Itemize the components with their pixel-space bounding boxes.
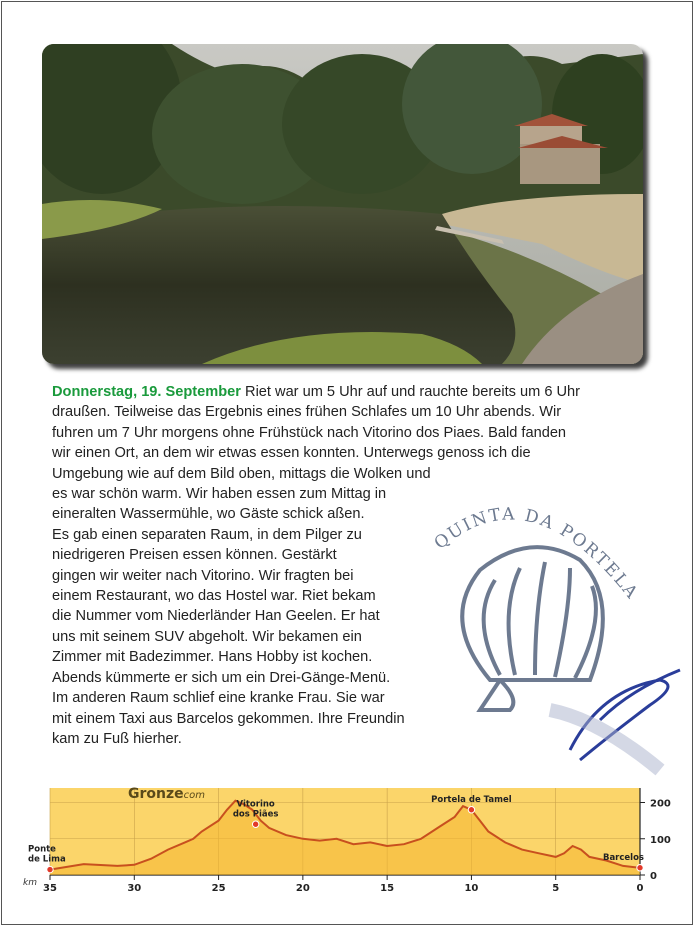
text-line: mit einem Taxi aus Barcelos gekommen. Ihre Freundin: [52, 710, 405, 727]
text-line: die Nummer vom Niederländer Han Geelen. Er hat: [52, 608, 380, 625]
y-tick-label: 200: [650, 798, 671, 810]
x-tick-label: 20: [295, 883, 310, 894]
waypoint-label: Portela de Tamel: [431, 794, 512, 805]
elevation-profile-chart: [20, 782, 680, 912]
waypoint-marker: [637, 865, 643, 871]
text-line: eineralten Wassermühle, wo Gäste schick aßen.: [52, 506, 365, 523]
x-tick-label: 5: [552, 883, 560, 894]
text-line: Abends kümmerte er sich um ein Drei-Gänge-Menü.: [52, 669, 391, 686]
text-line: draußen. Teilweise das Ergebnis eines frühen Schlafes um 10 Uhr abends. Wir: [52, 404, 562, 421]
text-line: Umgebung wie auf dem Bild oben, mittags die Wolken und: [52, 465, 431, 482]
pond-photo: [42, 44, 643, 364]
scallop-shell-icon: [462, 547, 603, 710]
x-tick-label: 10: [464, 883, 479, 894]
x-tick-label: 0: [636, 883, 644, 894]
waypoint-label: Barcelos: [602, 852, 644, 863]
waypoint-label: dos Piães: [232, 809, 279, 820]
x-tick-label: 30: [127, 883, 142, 894]
x-tick-label: 15: [380, 883, 395, 894]
text-line: fuhren um 7 Uhr morgens ohne Frühstück nach Vitorino dos Piaes. Bald fanden: [52, 424, 567, 441]
y-tick-label: 0: [650, 871, 657, 882]
text-line: einem Restaurant, wo das Hostel war. Riet bekam: [52, 588, 376, 605]
text-line: Zimmer mit Badezimmer. Hans Hobby ist kochen.: [52, 649, 373, 666]
gronze-logo: Gronzecom: [128, 786, 205, 802]
waypoint-marker: [252, 821, 258, 827]
waypoint-label: Ponte: [28, 844, 56, 855]
text-line: Donnerstag, 19. September Riet war um 5 Uhr auf und rauchte bereits um 6 Uhr: [52, 384, 581, 400]
pilgrim-stamp: [420, 490, 690, 780]
text-line: Im anderen Raum schlief eine kranke Frau. Sie war: [52, 690, 385, 707]
date-heading: Donnerstag, 19. September: [52, 384, 241, 400]
text-line: kam zu Fuß hierher.: [52, 730, 182, 747]
waypoint-marker: [47, 866, 53, 872]
x-tick-label: 35: [43, 883, 57, 894]
waypoint-label: de Lima: [28, 854, 66, 865]
waypoint-label: Vitorino: [236, 799, 275, 810]
x-axis-unit: km: [23, 878, 37, 888]
text-line: es war schön warm. Wir haben essen zum Mittag in: [52, 486, 387, 503]
svg-text:QUINTA DA PORTELA: [431, 504, 643, 603]
text-line: uns mit seinem SUV abgeholt. Wir bekamen ein: [52, 628, 362, 645]
waypoint-marker: [468, 807, 474, 813]
y-tick-label: 100: [650, 834, 671, 846]
x-tick-label: 25: [211, 883, 226, 894]
stamp-text: QUINTA DA PORTELA: [430, 504, 643, 604]
text-line: Es gab einen separaten Raum, in dem Pilger zu: [52, 526, 362, 543]
text-line: niedrigeren Preisen essen können. Gestärkt: [52, 547, 337, 564]
elevation-chart-svg: [20, 782, 680, 912]
text-line: gingen wir weiter nach Vitorino. Wir fragten bei: [52, 567, 354, 584]
text-line: wir einen Ort, an dem wir etwas essen konnten. Unterwegs genoss ich die: [52, 445, 531, 462]
